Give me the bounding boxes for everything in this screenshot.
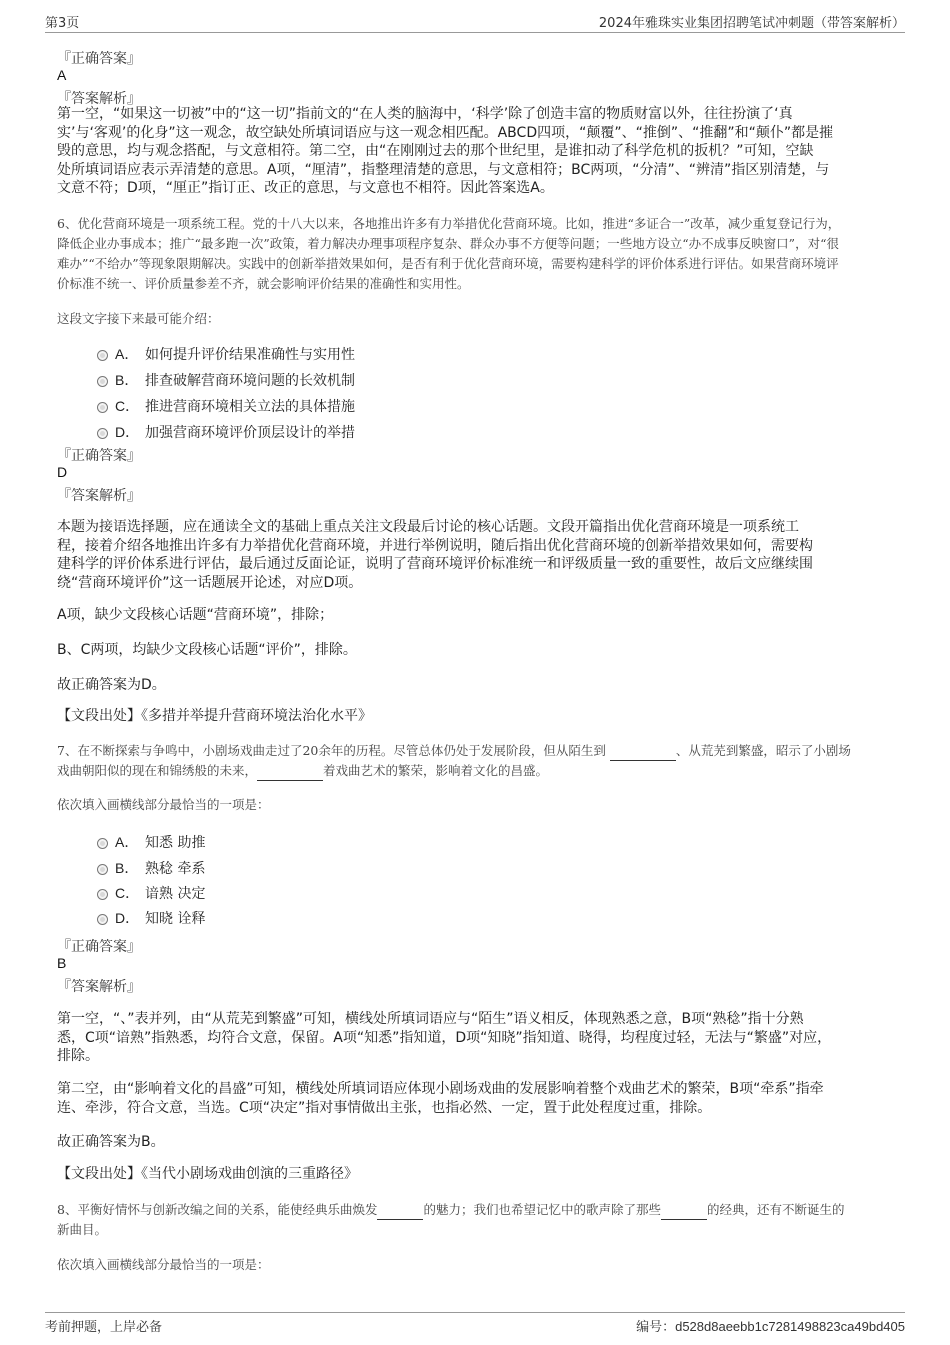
q6-analysis — [57, 518, 813, 592]
radio-icon[interactable] — [97, 402, 108, 413]
page-footer — [45, 1312, 905, 1335]
q8-stem-line-2: 新曲目。 — [57, 1222, 108, 1237]
option-letter: B． — [115, 860, 139, 876]
q5-analysis-tag: 『答案解析』 — [57, 91, 141, 107]
q7-analysis-line: 连、牵涉，符合文意，当选。C项“决定”指对事情做出主张，也指必然、一定，置于此处程度过重，排除。 — [57, 1099, 712, 1116]
option-letter: C． — [115, 885, 140, 901]
blank-line — [610, 760, 676, 761]
blank-line — [377, 1219, 423, 1220]
footer-code: 编号：d528d8aeebb1c7281498823ca49bd405 — [636, 1319, 905, 1335]
q5-answer-tag: 『正确答案』 — [57, 51, 141, 67]
q6-answer: D — [57, 464, 68, 480]
q6-final-answer: 故正确答案为D。 — [57, 677, 166, 693]
q7-source: 【文段出处】《当代小剧场戏曲创演的三重路径》 — [57, 1166, 358, 1182]
radio-icon[interactable] — [97, 428, 108, 439]
option-text: 熟稔 牵系 — [145, 861, 206, 877]
option-text: 加强营商环境评价顶层设计的举措 — [145, 425, 355, 441]
q7-prompt: 依次填入画横线部分最恰当的一项是： — [57, 797, 270, 812]
option-letter: C． — [115, 398, 140, 414]
q5-analysis-line: 实’与‘客观’的化身”这一观念，故空缺处所填词语应与这一观念相匹配。ABCD四项，“颠覆”、“推倒”、“推翻”和“颠仆”都是摧 — [57, 124, 834, 141]
option-letter: D． — [115, 424, 140, 440]
footer-slogan: 考前押题，上岸必备 — [45, 1320, 163, 1335]
option-text: 推进营商环境相关立法的具体措施 — [145, 399, 355, 415]
q6-paragraph-a: A项，缺少文段核心话题“营商环境”，排除； — [57, 607, 334, 623]
q7-stem-line-1: 7、在不断探索与争鸣中，小剧场戏曲走过了20余年的历程。尽管总体仍处于发展阶段，但从陌生到 、从荒芜到繁盛，昭示了小剧场 — [57, 741, 851, 761]
q7-analysis-line: 悉，C项“谙熟”指熟悉，均符合文意，保留。A项“知悉”指知道，D项“知晓”指知道、晓得，均程度过轻，无法与“繁盛”对应， — [57, 1029, 832, 1046]
q6-prompt: 这段文字接下来最可能介绍： — [57, 311, 220, 326]
blank-line — [661, 1219, 707, 1220]
q8-stem-line-1: 8、平衡好情怀与创新改编之间的关系，能使经典乐曲焕发 的魅力；我们也希望记忆中的歌声除了那些 的经典，还有不断诞生的 — [57, 1200, 845, 1220]
q6-stem-line: 价标准不统一、评价质量参差不齐，就会影响评价结果的准确性和实用性。 — [57, 276, 470, 291]
q7-analysis-p2 — [57, 1080, 824, 1117]
q7-stem — [57, 741, 851, 781]
q6-analysis-line: 程，接着介绍各地推出许多有力举措优化营商环境，并进行举例说明，随后指出优化营商环境的创新举措效果如何，需要构 — [57, 537, 813, 554]
page-header — [45, 12, 905, 33]
q5-analysis-line: 第一空，“如果这一切被”中的“这一切”指前文的“在人类的脑海中，‘科学’除了创造丰富的物质财富以外，往往扮演了‘真 — [57, 106, 793, 122]
q6-stem-line: 降低企业办事成本；推广“最多跑一次”政策，着力解决办理事项程序复杂、群众办事不方便等问题；一些地方设立“办不成事反映窗口”，对“很 — [57, 236, 839, 251]
q6-analysis-line: 本题为接语选择题，应在通读全文的基础上重点关注文段最后讨论的核心话题。文段开篇指出优化营商环境是一项系统工 — [57, 519, 799, 535]
q6-stem-line: 难办”“不给办”等现象限期解决。实践中的创新举措效果如何，是否有利于优化营商环境，需要构建科学的评价体系进行评估。如果营商环境评 — [57, 256, 839, 271]
q8-prompt: 依次填入画横线部分最恰当的一项是： — [57, 1257, 270, 1272]
q7-analysis-line: 第一空，“、”表并列，由“从荒芜到繁盛”可知，横线处所填词语应与“陌生”语义相反，体现熟悉之意，B项“熟稔”指十分熟 — [57, 1011, 804, 1027]
q5-analysis — [57, 105, 833, 198]
q5-analysis-line: 处所填词语应表示弄清楚的意思。A项，“厘清”，指整理清楚的意思，与文意相符；BC两项，“分清”、“辨清”指区别清楚，与 — [57, 161, 830, 178]
q6-stem — [57, 214, 840, 294]
q5-answer: A — [57, 67, 67, 83]
radio-icon[interactable] — [97, 864, 108, 875]
q6-source: 【文段出处】《多措并举提升营商环境法治化水平》 — [57, 708, 372, 724]
q7-analysis-p1 — [57, 1010, 831, 1066]
q7-answer: B — [57, 955, 67, 971]
q5-analysis-line: 文意不符；D项，“厘正”指订正、改正的意思，与文意也不相符。因此答案选A。 — [57, 180, 554, 196]
option-letter: A． — [115, 834, 139, 850]
option-text: 知晓 诠释 — [145, 911, 206, 927]
option-text: 排查破解营商环境问题的长效机制 — [145, 373, 355, 389]
q6-analysis-tag: 『答案解析』 — [57, 488, 141, 504]
q7-answer-tag: 『正确答案』 — [57, 939, 141, 955]
radio-icon[interactable] — [97, 838, 108, 849]
q6-analysis-line: 建科学的评价体系进行评估，最后通过反面论证，说明了营商环境评价标准统一和评级质量一致的重要性，故后文应继续围 — [57, 556, 813, 572]
q7-analysis-line: 第二空，由“影响着文化的昌盛”可知，横线处所填词语应体现小剧场戏曲的发展影响着整个戏曲艺术的繁荣，B项“牵系”指牵 — [57, 1081, 824, 1097]
q5-analysis-line: 毁的意思，均与观念搭配，与文意相符。第二空，由“在刚刚过去的那个世纪里，是谁扣动了科学危机的扳机？”可知，空缺 — [57, 143, 814, 159]
blank-line — [257, 780, 323, 781]
option-text: 知悉 助推 — [145, 835, 206, 851]
option-letter: D． — [115, 910, 140, 926]
page-number: 第3页 — [45, 16, 80, 31]
q6-stem-line: 6、优化营商环境是一项系统工程。党的十八大以来，各地推出许多有力举措优化营商环境。比如，推进“多证合一”改革，减少重复登记行为， — [57, 216, 841, 231]
radio-icon[interactable] — [97, 914, 108, 925]
option-text: 谙熟 决定 — [145, 886, 206, 902]
radio-icon[interactable] — [97, 889, 108, 900]
q6-answer-tag: 『正确答案』 — [57, 448, 141, 464]
q6-paragraph-bc: B、C两项，均缺少文段核心话题“评价”，排除。 — [57, 642, 357, 658]
document-title: 2024年雅珠实业集团招聘笔试冲刺题（带答案解析） — [598, 16, 905, 31]
option-letter: A． — [115, 346, 139, 362]
q8-stem — [57, 1200, 845, 1240]
q7-final-answer: 故正确答案为B。 — [57, 1134, 165, 1150]
q7-analysis-line: 排除。 — [57, 1048, 99, 1064]
q6-analysis-line: 绕“营商环境评价”这一话题展开论述，对应D项。 — [57, 574, 363, 591]
radio-icon[interactable] — [97, 350, 108, 361]
q7-analysis-tag: 『答案解析』 — [57, 979, 141, 995]
radio-icon[interactable] — [97, 376, 108, 387]
option-text: 如何提升评价结果准确性与实用性 — [145, 347, 355, 363]
option-letter: B． — [115, 372, 139, 388]
q7-stem-line-2: 戏曲朝阳似的现在和锦绣般的未来， 着戏曲艺术的繁荣，影响着文化的昌盛。 — [57, 761, 851, 781]
